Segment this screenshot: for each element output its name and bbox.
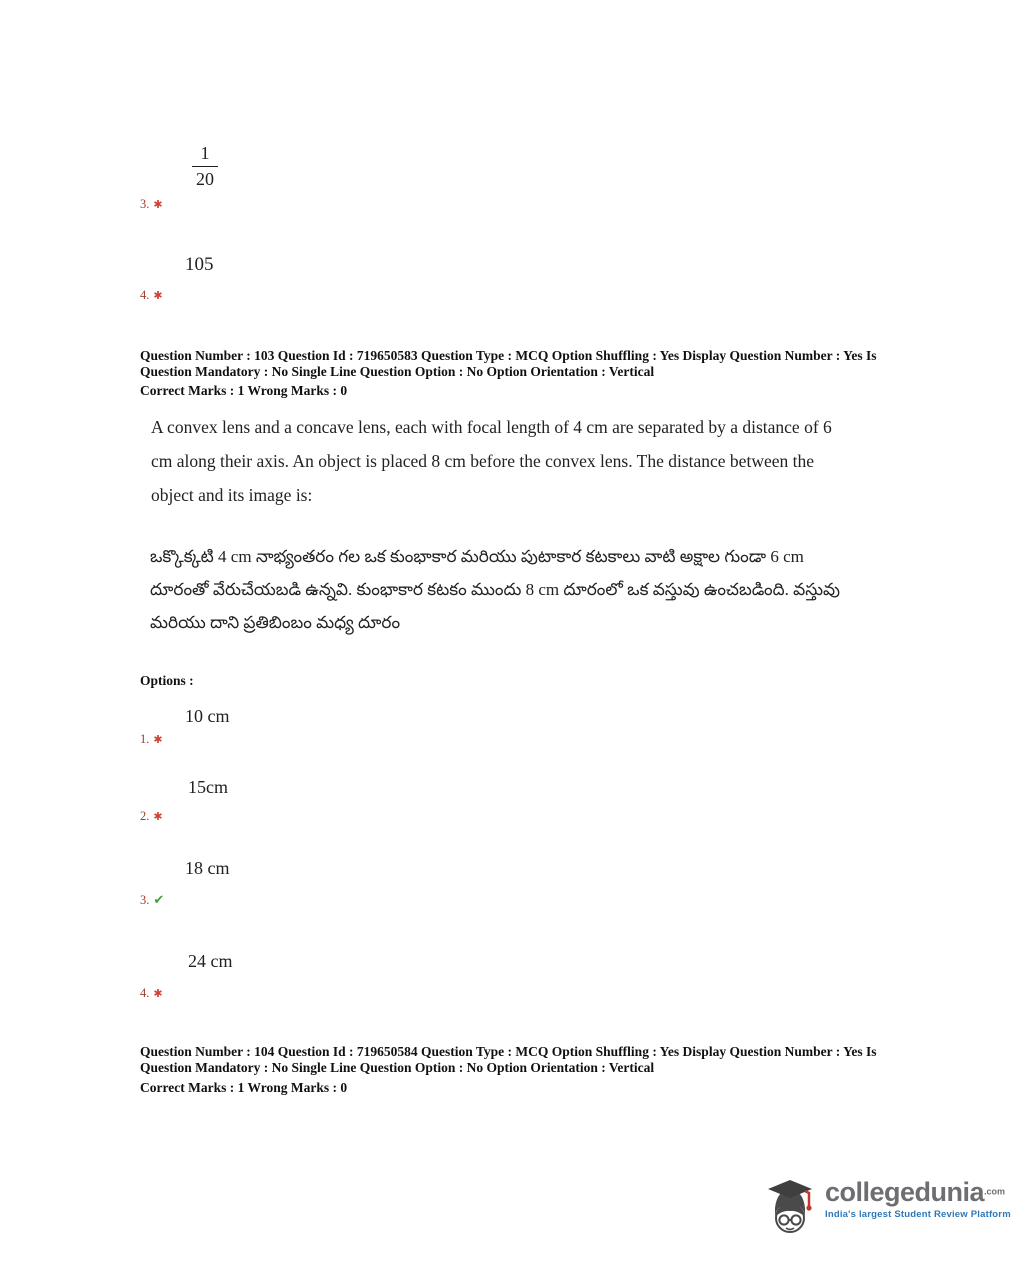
option-4-label: 24 cm xyxy=(188,951,233,971)
option-4-numrow xyxy=(140,986,163,1001)
collegedunia-watermark xyxy=(765,1178,1011,1241)
question-103-meta: Question Number : 103 Question Id : 719650583 Question Type : MCQ Option Shuffling : Yes Display Question Number : Yes Is Question Mandatory : No Single Line Question Option : No Option Orientation : Vertical xyxy=(140,348,877,379)
collegedunia-tagline: India's largest Student Review Platform xyxy=(825,1209,1011,1220)
option-1-label: 10 cm xyxy=(185,706,230,726)
option-number: 2. xyxy=(140,809,150,823)
option-1-numrow xyxy=(140,732,163,747)
collegedunia-brand-text: collegedunia xyxy=(825,1177,985,1207)
option-number: 4. xyxy=(140,986,150,1000)
collegedunia-logo-icon xyxy=(765,1178,815,1241)
option-number: 1. xyxy=(140,732,150,746)
fraction-numerator: 1 xyxy=(200,143,210,163)
prev-option-4-label: 105 xyxy=(185,254,214,275)
prev-option-3-fraction xyxy=(192,143,218,190)
correct-mark-icon: ✔ xyxy=(153,893,165,908)
option-3-label: 18 cm xyxy=(185,858,230,878)
question-103-text-telugu: ఒక్కొక్కటి 4 cm నాభ్యంతరం గల ఒక కుంభాకార మరియు పుటాకార కటకాలు వాటి అక్షాల గుండా 6 cm దూరంతో వేరుచేయబడి ఉన్నవి. కుంభాకార కటకం ముందు 8 cm దూరంలో ఒక వస్తువు ఉంచబడింది. వస్తువు మరియు దాని ప్రతిబింబం మధ్య దూరం xyxy=(150,547,841,632)
prev-option-3-numrow xyxy=(140,197,163,212)
question-104-meta: Question Number : 104 Question Id : 719650584 Question Type : MCQ Option Shuffling : Yes Display Question Number : Yes Is Question Mandatory : No Single Line Question Option : No Option Orientation : Vertical xyxy=(140,1044,877,1075)
question-103-text-english: A convex lens and a concave lens, each with focal length of 4 cm are separated by a distance of 6 cm along their axis. An object is placed 8 cm before the convex lens. The distance between the object and its image is: xyxy=(151,417,832,505)
fraction-denominator: 20 xyxy=(192,166,218,190)
option-number: 4. xyxy=(140,288,150,302)
option-number: 3. xyxy=(140,893,150,907)
option-3-numrow xyxy=(140,893,164,908)
option-2-label: 15cm xyxy=(188,777,228,797)
option-number: 3. xyxy=(140,197,150,211)
wrong-mark-icon: ✱ xyxy=(153,733,163,746)
wrong-mark-icon: ✱ xyxy=(153,810,163,823)
question-104-marks: Correct Marks : 1 Wrong Marks : 0 xyxy=(140,1080,348,1095)
wrong-mark-icon: ✱ xyxy=(153,987,163,1000)
option-2-numrow xyxy=(140,809,163,824)
prev-option-4-numrow xyxy=(140,288,163,303)
wrong-mark-icon: ✱ xyxy=(153,198,163,211)
wrong-mark-icon: ✱ xyxy=(153,289,163,302)
options-heading: Options : xyxy=(140,673,194,688)
collegedunia-brand-suffix: .com xyxy=(984,1186,1006,1197)
question-103-marks: Correct Marks : 1 Wrong Marks : 0 xyxy=(140,383,348,398)
